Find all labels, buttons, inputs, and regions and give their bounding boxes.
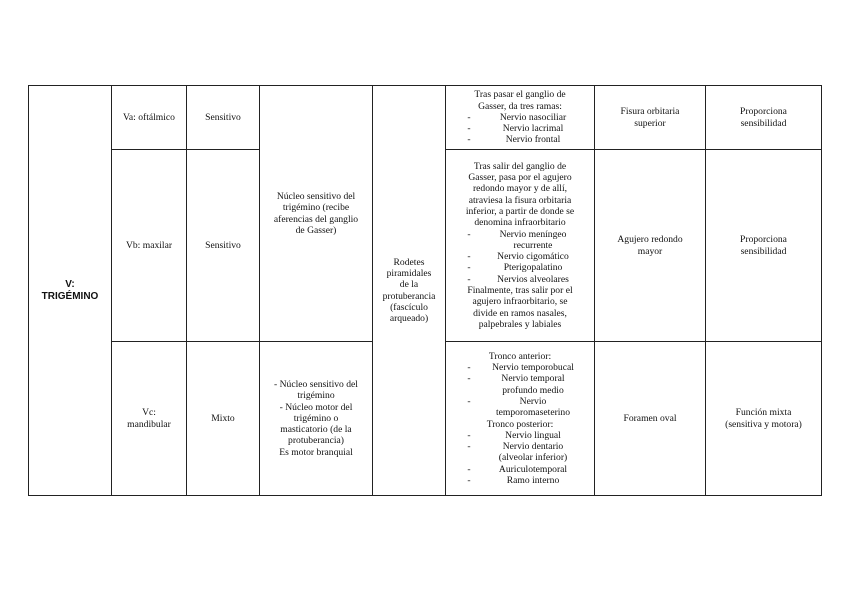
list-item: - Auriculotemporal	[467, 463, 568, 475]
origin-line: Rodetes	[393, 256, 425, 268]
branch-cell: Vc: mandibular	[112, 342, 187, 496]
list-item: - Nervio dentario (alveolar inferior)	[467, 441, 568, 464]
list-item: - Nervio cigomático	[467, 251, 569, 263]
description-cell: Tras salir del ganglio de Gasser, pasa por el agujero redondo mayor y de allí, atraviesa la fisura orbitaria inferior, a partir de donde se denomina infraorbitario - Nervio meníngeo recurrente - Nervio cigomático - Pterigopalatino - Nervios alveolares Finalmente, tras salir por el agujero infraorbitario, se divide en ramos nasales, palpebrales y labiales	[446, 150, 595, 342]
type-label: Mixto	[211, 412, 235, 424]
list-item: - Nervio temporal profundo medio	[467, 373, 565, 396]
list-item: - Nervio frontal	[467, 134, 561, 146]
nerve-number: V:	[65, 279, 75, 290]
nucleus-cell	[260, 86, 373, 342]
description-line: Tras pasar el ganglio de	[474, 89, 566, 101]
list-item: - Nervio lingual	[467, 429, 561, 441]
nerve-name-cell	[29, 86, 112, 496]
table-row	[29, 86, 822, 150]
function-cell: Proporciona sensibilidad	[706, 86, 822, 150]
nucleus-cell: - Núcleo sensitivo del trigémino - Núcleo motor del trigémino o masticatorio (de la protuberancia) Es motor branquial	[260, 342, 373, 496]
function-cell: Función mixta (sensitiva y motora)	[706, 342, 822, 496]
type-label: Sensitivo	[205, 111, 241, 123]
origin-line: de la	[399, 279, 419, 291]
type-cell	[187, 342, 260, 496]
function-cell: Proporciona sensibilidad	[706, 150, 822, 342]
nucleus-line: trigémino (recibe	[282, 202, 350, 214]
list-item: - Nervio nasociliar	[467, 111, 567, 123]
branch-cell	[112, 150, 187, 342]
nucleus-line: Núcleo sensitivo del	[276, 190, 356, 202]
description-cell: Tronco anterior: - Nervio temporobucal - Nervio temporal profundo medio - Nervio temporomaseterino Tronco posterior: - Nervio lingual - Nervio dentario (alveolar inferior) - Auriculotemporal - Ramo interno	[446, 342, 595, 496]
description-line: Gasser, da tres ramas:	[478, 100, 562, 112]
list-item: - Ramo interno	[467, 475, 560, 487]
branch-cell	[112, 86, 187, 150]
exit-cell: Agujero redondo mayor	[595, 150, 706, 342]
branch-label: Vb: maxilar	[125, 239, 173, 251]
type-label: Sensitivo	[205, 239, 241, 251]
list-item: - Nervio lacrimal	[467, 123, 564, 135]
list-item: - Nervio meníngeo recurrente	[467, 228, 567, 251]
origin-line: protuberancia	[382, 290, 436, 302]
list-item: - Nervio temporomaseterino	[467, 395, 571, 419]
nucleus-line: de Gasser)	[295, 224, 337, 236]
origin-line: (fascículo	[390, 301, 428, 313]
nucleus-line: aferencias del ganglio	[273, 213, 359, 225]
list-item: - Nervios alveolares	[467, 273, 569, 285]
type-cell	[187, 150, 260, 342]
list-item: - Pterigopalatino	[467, 262, 563, 274]
nerve-name: TRIGÉMINO	[41, 290, 99, 302]
exit-cell: Foramen oval	[595, 342, 706, 496]
origin-line: piramidales	[386, 267, 432, 279]
description-cell	[446, 86, 595, 150]
list-item: - Nervio temporobucal	[467, 361, 574, 373]
branch-label: Va: oftálmico	[123, 111, 175, 123]
exit-cell: Fisura orbitaria superior	[595, 86, 706, 150]
type-cell	[187, 86, 260, 150]
origin-line: arqueado)	[389, 313, 429, 325]
trigeminal-table	[28, 85, 822, 496]
origin-cell	[373, 86, 446, 496]
